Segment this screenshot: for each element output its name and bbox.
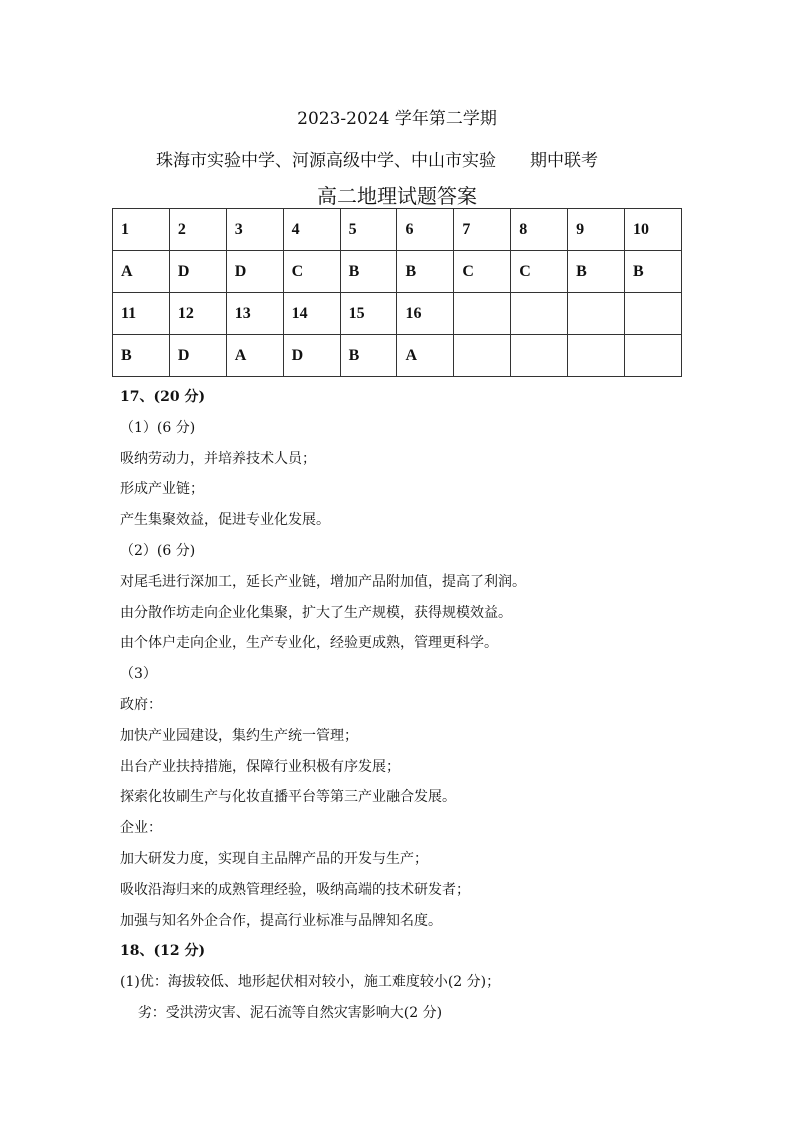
question-number-cell (625, 293, 682, 335)
question-number-cell: 3 (226, 209, 283, 251)
answer-cell: B (568, 251, 625, 293)
answer-line: 吸收沿海归来的成熟管理经验，吸纳高端的技术研发者； (120, 881, 470, 898)
answer-line: 加快产业园建设，集约生产统一管理； (120, 727, 358, 744)
question-number-cell: 4 (283, 209, 340, 251)
answer-cell: B (113, 335, 170, 377)
answer-line: 加强与知名外企合作，提高行业标准与品牌知名度。 (120, 912, 442, 929)
question-number-cell: 9 (568, 209, 625, 251)
question-number-cell: 1 (113, 209, 170, 251)
answer-cell: C (454, 251, 511, 293)
title-year: 2023-2024 学年第二学期 (297, 109, 497, 129)
answer-cell: D (283, 335, 340, 377)
question-number-cell (511, 293, 568, 335)
question-number-cell: 13 (226, 293, 283, 335)
answer-cell: B (625, 251, 682, 293)
answer-line: 由分散作坊走向企业化集聚，扩大了生产规模，获得规模效益。 (120, 604, 512, 621)
answer-line: 吸纳劳动力，并培养技术人员； (120, 450, 316, 467)
answer-line: （3） (120, 666, 157, 683)
question-number-row (113, 209, 682, 251)
question-number-cell: 7 (454, 209, 511, 251)
answer-line: （1）(6 分) (120, 419, 196, 436)
answer-cell: C (511, 251, 568, 293)
answer-table (112, 208, 682, 377)
question-number-cell: 12 (169, 293, 226, 335)
answer-line: （2）(6 分) (120, 542, 196, 559)
answer-cell: A (226, 335, 283, 377)
answer-line: 劣：受洪涝灾害、泥石流等自然灾害影响大(2 分) (120, 1004, 443, 1021)
question-number-cell: 5 (340, 209, 397, 251)
answer-row (113, 251, 682, 293)
title-subject: 高二地理试题答案 (317, 184, 477, 208)
answer-line: 企业： (120, 820, 162, 837)
answer-cell: B (340, 335, 397, 377)
question-number-cell (454, 293, 511, 335)
answer-line: 18、(12 分) (120, 943, 206, 960)
answer-cell: B (397, 251, 454, 293)
question-number-cell: 8 (511, 209, 568, 251)
answer-line: 加大研发力度，实现自主品牌产品的开发与生产； (120, 850, 428, 867)
answer-line: 产生集聚效益，促进专业化发展。 (120, 512, 330, 529)
question-number-cell: 2 (169, 209, 226, 251)
answer-line: (1)优：海拔较低、地形起伏相对较小，施工难度较小(2 分)； (120, 974, 501, 991)
question-number-cell: 14 (283, 293, 340, 335)
question-number-cell: 6 (397, 209, 454, 251)
answer-cell: A (397, 335, 454, 377)
answer-cell (454, 335, 511, 377)
answer-line: 政府： (120, 696, 162, 713)
answer-cell: D (169, 251, 226, 293)
answer-line: 17、(20 分) (120, 389, 206, 405)
question-number-cell (568, 293, 625, 335)
answer-cell: B (340, 251, 397, 293)
answer-cell: D (169, 335, 226, 377)
question-number-cell: 10 (625, 209, 682, 251)
answer-line: 对尾毛进行深加工，延长产业链，增加产品附加值，提高了利润。 (120, 573, 526, 590)
answer-line: 探索化妆刷生产与化妆直播平台等第三产业融合发展。 (120, 789, 456, 806)
answer-cell: D (226, 251, 283, 293)
answer-cell (568, 335, 625, 377)
answer-cell: C (283, 251, 340, 293)
question-number-cell: 15 (340, 293, 397, 335)
answer-line: 形成产业链； (120, 481, 204, 498)
answer-cell (511, 335, 568, 377)
answer-row (113, 335, 682, 377)
answer-cell (625, 335, 682, 377)
question-number-cell: 11 (113, 293, 170, 335)
answer-line: 出台产业扶持措施，保障行业积极有序发展； (120, 758, 400, 775)
title-schools: 珠海市实验中学、河源高级中学、中山市实验 期中联考 (156, 151, 598, 171)
answer-cell: A (113, 251, 170, 293)
question-number-row (113, 293, 682, 335)
question-number-cell: 16 (397, 293, 454, 335)
answer-text (120, 382, 740, 1029)
answer-line: 由个体户走向企业，生产专业化，经验更成熟，管理更科学。 (120, 635, 498, 652)
